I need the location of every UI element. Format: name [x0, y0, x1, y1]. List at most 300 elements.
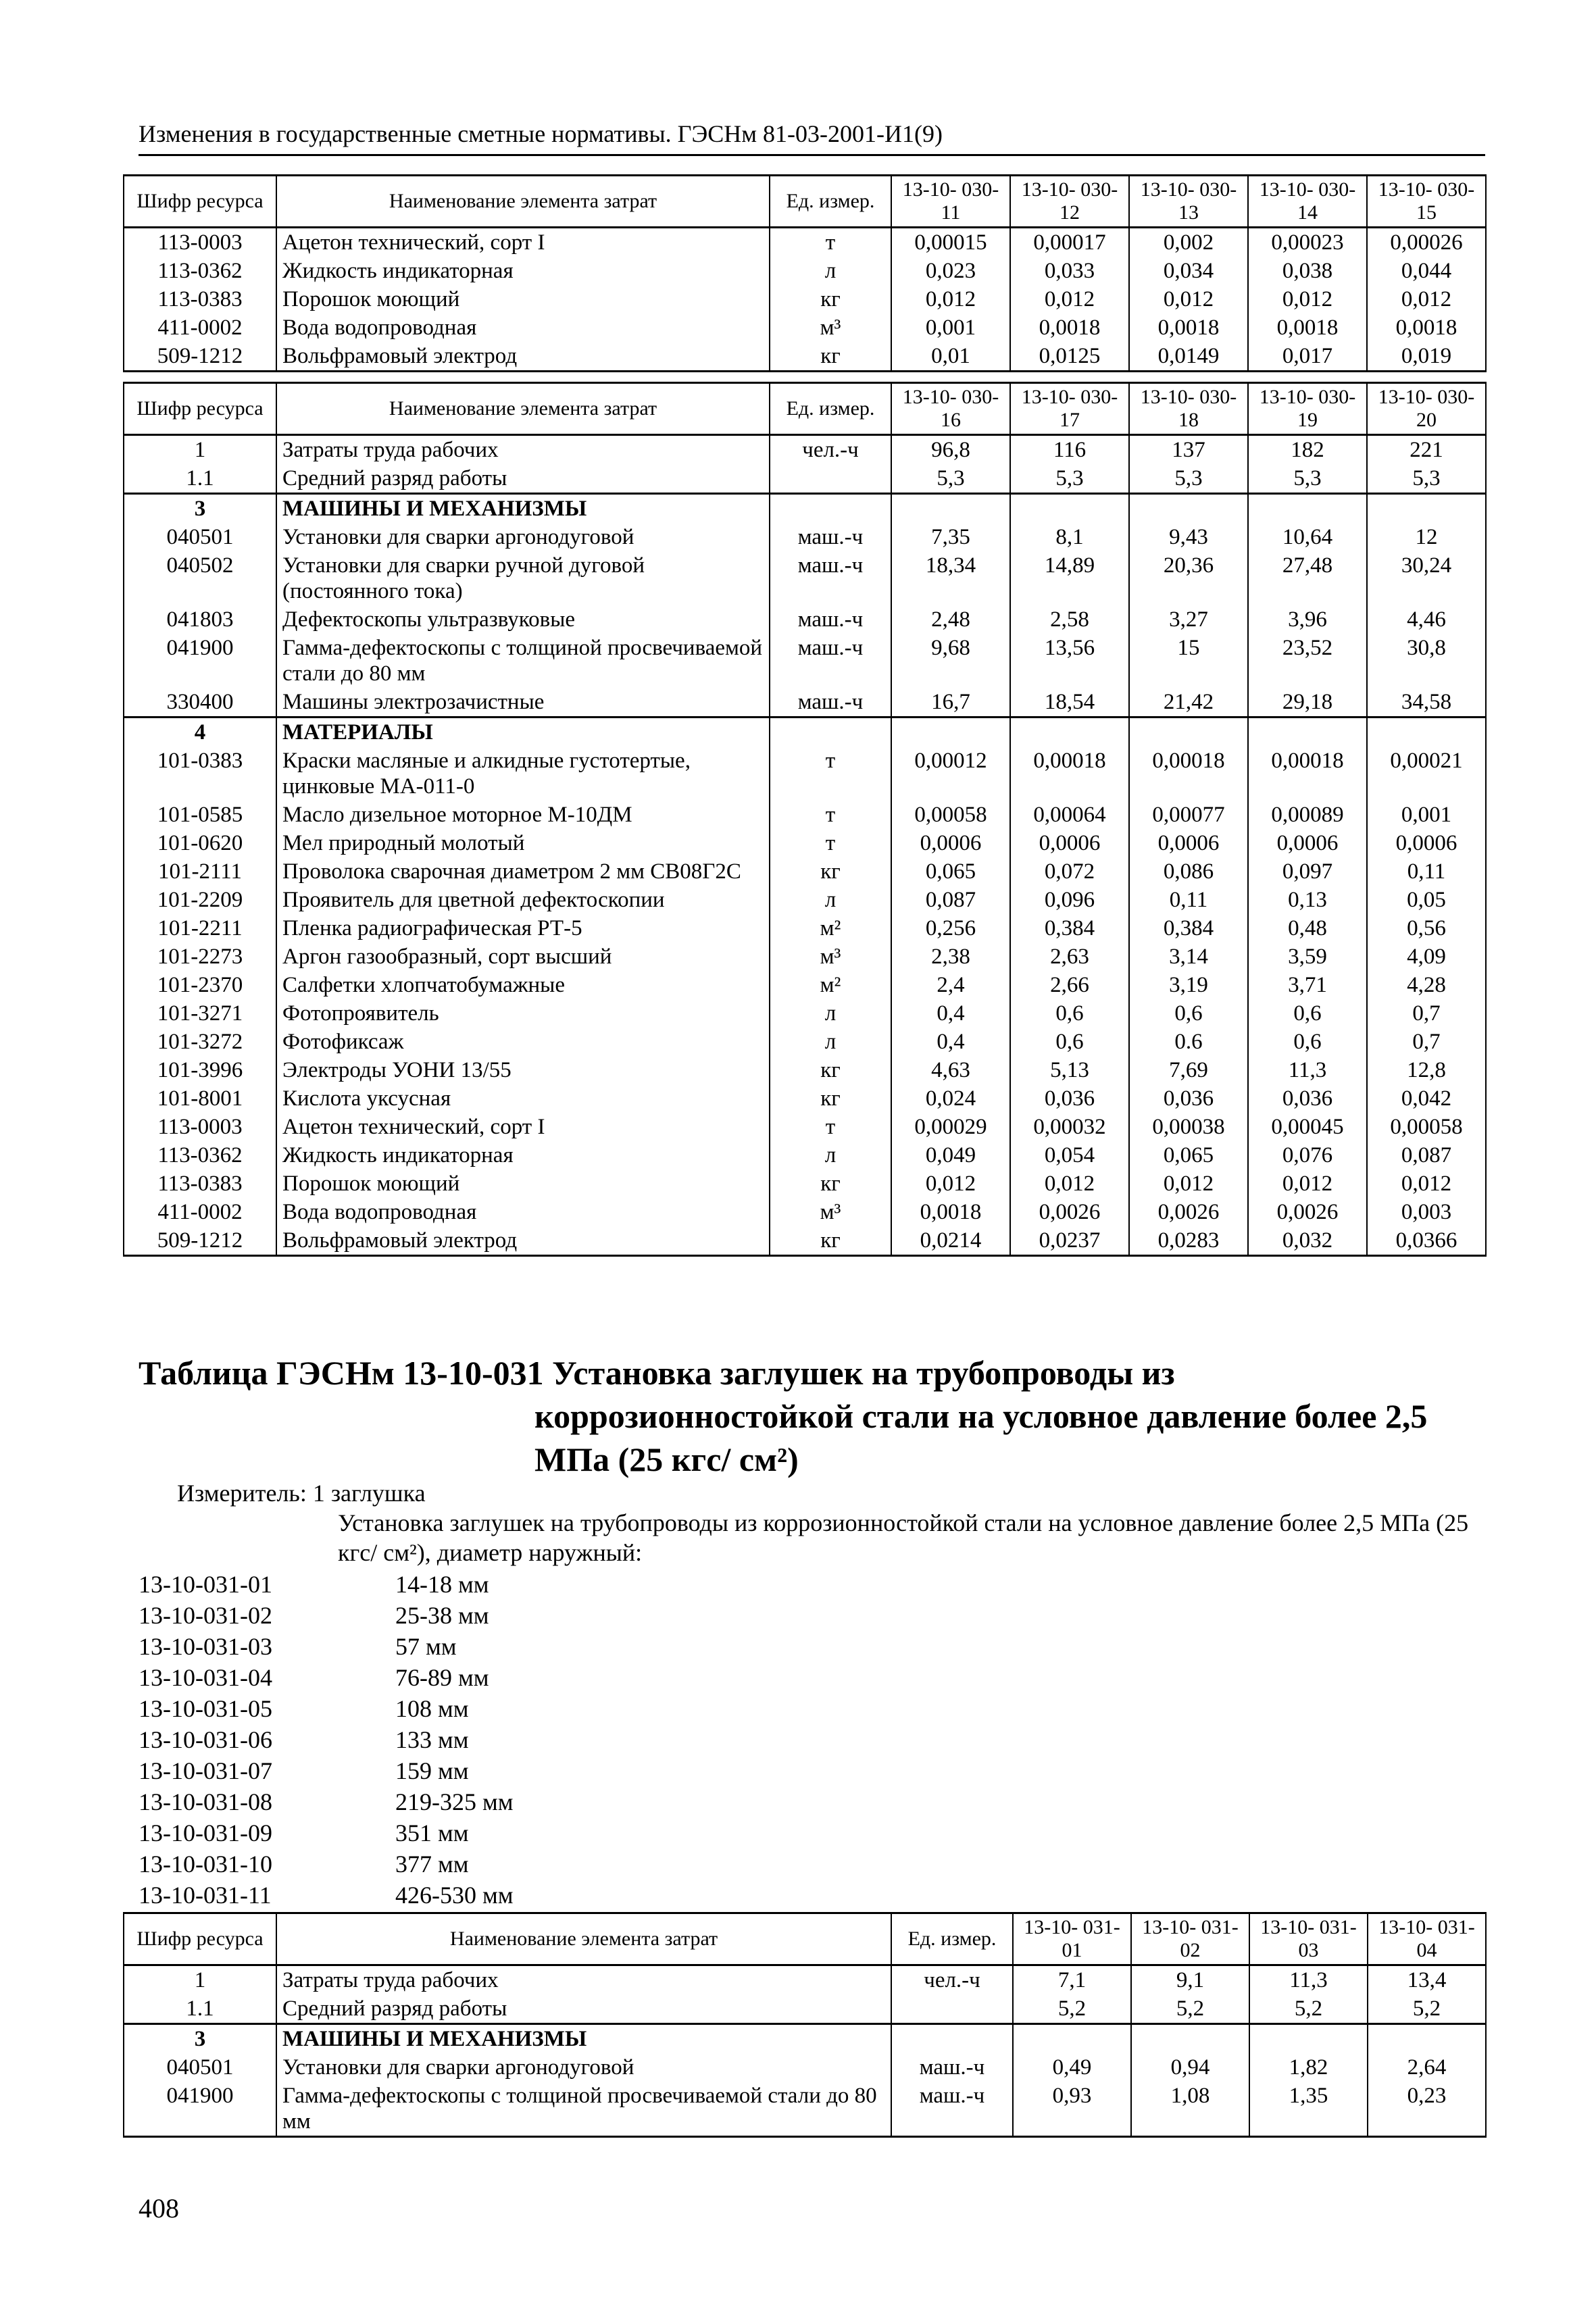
cell-value: 2,66 [1010, 971, 1129, 999]
cell-value: 0,0366 [1367, 1226, 1486, 1256]
cell-name: Дефектоскопы ультразвуковые [276, 605, 770, 634]
cell-name: Вода водопроводная [276, 313, 770, 342]
cell-code: 041900 [124, 2082, 276, 2137]
cell-value: 9,43 [1129, 523, 1248, 551]
cell-value: 0,032 [1248, 1226, 1367, 1256]
cell-value: 0,096 [1010, 886, 1129, 914]
cell-name: Средний разряд работы [276, 1994, 891, 2024]
cell-value: 0,00023 [1248, 228, 1367, 257]
cell-value: 0,003 [1367, 1198, 1486, 1226]
table-row [124, 2024, 1486, 2054]
cell-value: 21,42 [1129, 688, 1248, 718]
cell-value: 13,56 [1010, 634, 1129, 688]
column-header-norm: 13-10- 031-04 [1368, 1913, 1486, 1965]
cell-value: 0,05 [1367, 886, 1486, 914]
cell-unit: маш.-ч [770, 605, 891, 634]
cell-value: 3,14 [1129, 942, 1248, 971]
cell-name: МАТЕРИАЛЫ [276, 718, 770, 747]
cell-value: 0,012 [1010, 285, 1129, 313]
cell-value: 0,012 [1367, 1169, 1486, 1198]
cell-value: 5,3 [1367, 464, 1486, 494]
cell-name: Порошок моющий [276, 285, 770, 313]
cell-value: 0,6 [1248, 999, 1367, 1028]
table-row [124, 857, 1486, 886]
cell-value: 0,049 [891, 1141, 1010, 1169]
cell-value: 0,038 [1248, 257, 1367, 285]
cell-value: 0,019 [1367, 342, 1486, 372]
cell-name: Установки для сварки ручной дуговой (постоянного тока) [276, 551, 770, 605]
cell-value: 2,4 [891, 971, 1010, 999]
cell-value: 0,086 [1129, 857, 1248, 886]
cell-value [1248, 718, 1367, 747]
norm-item-diameter: 377 мм [395, 1851, 469, 1878]
norm-item-code: 13-10-031-03 [139, 1633, 272, 1660]
cell-value: 16,7 [891, 688, 1010, 718]
cell-code: 101-8001 [124, 1084, 276, 1113]
cell-value: 2,38 [891, 942, 1010, 971]
column-header-unit: Ед. измер. [891, 1913, 1013, 1965]
cell-value: 0,012 [1367, 285, 1486, 313]
cell-value: 30,24 [1367, 551, 1486, 605]
table-row [124, 1965, 1486, 1995]
cell-code: 1.1 [124, 464, 276, 494]
cell-value: 0,0018 [1010, 313, 1129, 342]
cell-value: 0,065 [891, 857, 1010, 886]
cell-unit [891, 1994, 1013, 2024]
cell-unit: кг [770, 1056, 891, 1084]
table-row [124, 2053, 1486, 2082]
cell-value: 5,2 [1249, 1994, 1368, 2024]
cell-name: Вольфрамовый электрод [276, 342, 770, 372]
cell-value: 0,072 [1010, 857, 1129, 886]
cell-value: 7,1 [1013, 1965, 1131, 1995]
cell-value: 0,6 [1010, 999, 1129, 1028]
table-row [124, 1198, 1486, 1226]
column-header-norm: 13-10- 031-01 [1013, 1913, 1131, 1965]
table-row [124, 464, 1486, 494]
cell-name: Жидкость индикаторная [276, 257, 770, 285]
cell-name: Проволока сварочная диаметром 2 мм СВ08Г2С [276, 857, 770, 886]
cell-value: 0,0006 [1010, 829, 1129, 857]
column-header-code: Шифр ресурса [124, 176, 276, 228]
table-row [124, 634, 1486, 688]
cell-value: 116 [1010, 435, 1129, 465]
cell-name: Кислота уксусная [276, 1084, 770, 1113]
norm-item-code: 13-10-031-07 [139, 1757, 272, 1784]
cell-value: 3,96 [1248, 605, 1367, 634]
cell-value: 0,384 [1129, 914, 1248, 942]
cell-code: 3 [124, 494, 276, 524]
cell-value: 0,6 [1129, 999, 1248, 1028]
table-row [124, 999, 1486, 1028]
cell-value: 18,34 [891, 551, 1010, 605]
cell-value: 5,3 [1129, 464, 1248, 494]
cell-code: 4 [124, 718, 276, 747]
cell-code: 101-3272 [124, 1028, 276, 1056]
table-row [124, 914, 1486, 942]
cell-unit: м² [770, 914, 891, 942]
cell-value: 0,0125 [1010, 342, 1129, 372]
cell-value [1013, 2024, 1131, 2054]
cell-unit: маш.-ч [891, 2082, 1013, 2137]
cell-unit: л [770, 257, 891, 285]
cell-value: 0,00058 [891, 801, 1010, 829]
cell-unit: кг [770, 285, 891, 313]
cell-unit: л [770, 886, 891, 914]
cell-value: 0,012 [1248, 1169, 1367, 1198]
cell-name: Машины электрозачистные [276, 688, 770, 718]
cell-unit: маш.-ч [891, 2053, 1013, 2082]
table-header-row [124, 383, 1486, 435]
cell-code: 113-0362 [124, 257, 276, 285]
cell-value: 30,8 [1367, 634, 1486, 688]
cell-code: 1 [124, 1965, 276, 1995]
norm-item [139, 1724, 514, 1755]
table-row [124, 523, 1486, 551]
norm-item-diameter: 159 мм [395, 1757, 469, 1784]
norm-item-diameter: 219-325 мм [395, 1788, 514, 1815]
cell-value: 8,1 [1010, 523, 1129, 551]
table-row [124, 747, 1486, 801]
cell-code: 101-3271 [124, 999, 276, 1028]
norm-item-diameter: 76-89 мм [395, 1664, 489, 1691]
cell-value: 0,00015 [891, 228, 1010, 257]
cell-value: 0,7 [1367, 1028, 1486, 1056]
norm-item-diameter: 108 мм [395, 1695, 469, 1722]
cell-value: 0,94 [1131, 2053, 1249, 2082]
cell-code: 113-0383 [124, 1169, 276, 1198]
cell-value: 0,0018 [1248, 313, 1367, 342]
norm-item-code: 13-10-031-08 [139, 1788, 272, 1815]
cell-value: 0,00026 [1367, 228, 1486, 257]
table-title-line: коррозионностойкой стали на условное давление более 2,5 [534, 1397, 1428, 1435]
cell-value: 14,89 [1010, 551, 1129, 605]
norm-item-diameter: 14-18 мм [395, 1571, 489, 1598]
cell-value: 0,087 [891, 886, 1010, 914]
cell-value: 0,012 [891, 1169, 1010, 1198]
cell-value: 0,00018 [1248, 747, 1367, 801]
cell-value: 0,13 [1248, 886, 1367, 914]
table-row [124, 257, 1486, 285]
cell-value: 0,4 [891, 1028, 1010, 1056]
cell-code: 101-2111 [124, 857, 276, 886]
norm-items-list [139, 1569, 514, 1911]
cell-value [891, 718, 1010, 747]
cell-value: 0,00017 [1010, 228, 1129, 257]
cell-unit: м² [770, 971, 891, 999]
cell-value: 9,68 [891, 634, 1010, 688]
cell-name: Вольфрамовый электрод [276, 1226, 770, 1256]
table-title-line: МПа (25 кгс/ см²) [534, 1440, 799, 1478]
cell-value: 0,93 [1013, 2082, 1131, 2137]
column-header-code: Шифр ресурса [124, 1913, 276, 1965]
cell-name: Пленка радиографическая РТ-5 [276, 914, 770, 942]
cell-value: 0,033 [1010, 257, 1129, 285]
table-row [124, 313, 1486, 342]
column-header-norm: 13-10- 030-14 [1248, 176, 1367, 228]
table-row [124, 688, 1486, 718]
cell-value: 3,71 [1248, 971, 1367, 999]
column-header-name: Наименование элемента затрат [276, 176, 770, 228]
cell-unit: кг [770, 342, 891, 372]
cell-value: 0,11 [1367, 857, 1486, 886]
table-row [124, 1169, 1486, 1198]
cell-code: 101-2370 [124, 971, 276, 999]
cell-unit: маш.-ч [770, 551, 891, 605]
cell-value: 0,087 [1367, 1141, 1486, 1169]
cell-unit [770, 718, 891, 747]
cell-unit: л [770, 1141, 891, 1169]
cell-value [1010, 718, 1129, 747]
cell-value [1367, 718, 1486, 747]
cell-value: 11,3 [1248, 1056, 1367, 1084]
cell-unit [891, 2024, 1013, 2054]
norm-item [139, 1848, 514, 1880]
cell-value: 0,036 [1129, 1084, 1248, 1113]
table-row [124, 1994, 1486, 2024]
cell-name: Аргон газообразный, сорт высший [276, 942, 770, 971]
cell-name: Вода водопроводная [276, 1198, 770, 1226]
cell-name: Средний разряд работы [276, 464, 770, 494]
running-header: Изменения в государственные сметные нормативы. ГЭСНм 81-03-2001-И1(9) [139, 119, 1485, 156]
cell-value: 0,00038 [1129, 1113, 1248, 1141]
cell-unit: маш.-ч [770, 688, 891, 718]
column-header-unit: Ед. измер. [770, 176, 891, 228]
table-row [124, 1084, 1486, 1113]
cell-value: 7,35 [891, 523, 1010, 551]
table-row [124, 942, 1486, 971]
cell-value: 3,59 [1248, 942, 1367, 971]
cell-value: 1,08 [1131, 2082, 1249, 2137]
table-row [124, 886, 1486, 914]
table-row [124, 1141, 1486, 1169]
cell-value: 0,00045 [1248, 1113, 1367, 1141]
cell-code: 040501 [124, 523, 276, 551]
cell-name: Порошок моющий [276, 1169, 770, 1198]
cell-code: 101-0620 [124, 829, 276, 857]
cell-value: 0,054 [1010, 1141, 1129, 1169]
cell-code: 101-2211 [124, 914, 276, 942]
cell-code: 101-0383 [124, 747, 276, 801]
cell-value: 2,64 [1368, 2053, 1486, 2082]
cell-name: Мел природный молотый [276, 829, 770, 857]
cell-value: 96,8 [891, 435, 1010, 465]
cell-code: 113-0003 [124, 1113, 276, 1141]
work-description: Установка заглушек на трубопроводы из коррозионностойкой стали на условное давление более 2,5 МПа (25 кгс/ см²), диаметр наружный: [338, 1509, 1469, 1566]
cell-unit: маш.-ч [770, 523, 891, 551]
cell-value: 0,036 [1248, 1084, 1367, 1113]
cell-value: 0,042 [1367, 1084, 1486, 1113]
cell-value: 0,012 [1248, 285, 1367, 313]
cell-value [1248, 494, 1367, 524]
cell-value: 12,8 [1367, 1056, 1486, 1084]
column-header-norm: 13-10- 030-11 [891, 176, 1010, 228]
norm-item-diameter: 133 мм [395, 1726, 469, 1753]
cell-value: 0,384 [1010, 914, 1129, 942]
cell-unit: л [770, 999, 891, 1028]
cell-unit: маш.-ч [770, 634, 891, 688]
cell-value: 0,0214 [891, 1226, 1010, 1256]
norm-item [139, 1600, 514, 1631]
cell-value: 0,00058 [1367, 1113, 1486, 1141]
column-header-norm: 13-10- 030-12 [1010, 176, 1129, 228]
cell-value: 3,19 [1129, 971, 1248, 999]
cell-code: 041900 [124, 634, 276, 688]
cell-value: 0,7 [1367, 999, 1486, 1028]
cell-value: 0,6 [1010, 1028, 1129, 1056]
resource-table-030-11-15 [123, 174, 1487, 372]
norm-item [139, 1693, 514, 1724]
cell-value: 4,09 [1367, 942, 1486, 971]
cell-code: 1.1 [124, 1994, 276, 2024]
norm-item-code: 13-10-031-02 [139, 1602, 272, 1629]
cell-value: 0,0018 [1367, 313, 1486, 342]
cell-value: 0,097 [1248, 857, 1367, 886]
cell-code: 3 [124, 2024, 276, 2054]
cell-value: 5,3 [1010, 464, 1129, 494]
table-row [124, 801, 1486, 829]
cell-value: 182 [1248, 435, 1367, 465]
cell-value: 0,49 [1013, 2053, 1131, 2082]
table-row [124, 718, 1486, 747]
cell-value [1131, 2024, 1249, 2054]
cell-value: 0,00089 [1248, 801, 1367, 829]
cell-value: 0,00029 [891, 1113, 1010, 1141]
cell-value: 0,00064 [1010, 801, 1129, 829]
cell-name: Жидкость индикаторная [276, 1141, 770, 1169]
table-row [124, 2082, 1486, 2137]
cell-name: Электроды УОНИ 13/55 [276, 1056, 770, 1084]
norm-item [139, 1817, 514, 1848]
table-title [139, 1351, 1485, 1481]
cell-unit: кг [770, 1169, 891, 1198]
cell-value: 0,002 [1129, 228, 1248, 257]
cell-value: 13,4 [1368, 1965, 1486, 1995]
cell-value: 18,54 [1010, 688, 1129, 718]
cell-value: 0,0283 [1129, 1226, 1248, 1256]
cell-value: 0,024 [891, 1084, 1010, 1113]
cell-code: 113-0003 [124, 228, 276, 257]
cell-value: 0,044 [1367, 257, 1486, 285]
cell-value: 1,35 [1249, 2082, 1368, 2137]
cell-value: 4,46 [1367, 605, 1486, 634]
cell-name: Гамма-дефектоскопы с толщиной просвечиваемой стали до 80 мм [276, 634, 770, 688]
cell-name: Салфетки хлопчатобумажные [276, 971, 770, 999]
cell-unit: кг [770, 1226, 891, 1256]
cell-name: МАШИНЫ И МЕХАНИЗМЫ [276, 2024, 891, 2054]
table-row [124, 435, 1486, 465]
cell-value: 5,3 [1248, 464, 1367, 494]
cell-unit: м³ [770, 1198, 891, 1226]
norm-item-code: 13-10-031-11 [139, 1882, 272, 1909]
norm-item-code: 13-10-031-05 [139, 1695, 272, 1722]
column-header-norm: 13-10- 031-03 [1249, 1913, 1368, 1965]
cell-value: 0,0018 [1129, 313, 1248, 342]
measure-unit: Измеритель: 1 заглушка [177, 1480, 426, 1507]
cell-unit: т [770, 829, 891, 857]
cell-unit: чел.-ч [770, 435, 891, 465]
cell-value: 15 [1129, 634, 1248, 688]
cell-value: 1,82 [1249, 2053, 1368, 2082]
cell-value: 20,36 [1129, 551, 1248, 605]
cell-unit: л [770, 1028, 891, 1056]
column-header-norm: 13-10- 030-19 [1248, 383, 1367, 435]
cell-code: 509-1212 [124, 1226, 276, 1256]
cell-value: 0,23 [1368, 2082, 1486, 2137]
cell-value: 0,4 [891, 999, 1010, 1028]
table-row [124, 829, 1486, 857]
norm-item [139, 1880, 514, 1911]
cell-unit: т [770, 228, 891, 257]
cell-value: 0,00012 [891, 747, 1010, 801]
cell-unit: м³ [770, 313, 891, 342]
cell-name: Фотофиксаж [276, 1028, 770, 1056]
cell-unit: чел.-ч [891, 1965, 1013, 1995]
cell-code: 101-3996 [124, 1056, 276, 1084]
cell-value: 10,64 [1248, 523, 1367, 551]
cell-value: 12 [1367, 523, 1486, 551]
cell-code: 1 [124, 435, 276, 465]
cell-value: 0,56 [1367, 914, 1486, 942]
cell-value: 0,00018 [1129, 747, 1248, 801]
cell-value: 0,0237 [1010, 1226, 1129, 1256]
cell-unit: кг [770, 857, 891, 886]
cell-name: Ацетон технический, сорт I [276, 1113, 770, 1141]
cell-name: Затраты труда рабочих [276, 1965, 891, 1995]
cell-value: 0,017 [1248, 342, 1367, 372]
norm-item-diameter: 426-530 мм [395, 1882, 514, 1909]
norm-item-diameter: 57 мм [395, 1633, 457, 1660]
column-header-code: Шифр ресурса [124, 383, 276, 435]
cell-code: 040501 [124, 2053, 276, 2082]
column-header-name: Наименование элемента затрат [276, 383, 770, 435]
cell-value: 9,1 [1131, 1965, 1249, 1995]
norm-item-code: 13-10-031-10 [139, 1851, 272, 1878]
cell-value: 4,63 [891, 1056, 1010, 1084]
cell-value: 0,012 [1010, 1169, 1129, 1198]
cell-value: 0,076 [1248, 1141, 1367, 1169]
table-header-row [124, 1913, 1486, 1965]
cell-name: Краски масляные и алкидные густотертые, цинковые МА-011-0 [276, 747, 770, 801]
cell-value: 0,0026 [1010, 1198, 1129, 1226]
column-header-norm: 13-10- 030-13 [1129, 176, 1248, 228]
cell-value: 5,2 [1131, 1994, 1249, 2024]
cell-value: 0,11 [1129, 886, 1248, 914]
cell-name: Масло дизельное моторное М-10ДМ [276, 801, 770, 829]
cell-name: Затраты труда рабочих [276, 435, 770, 465]
cell-value: 2,48 [891, 605, 1010, 634]
cell-value: 0,0006 [1129, 829, 1248, 857]
cell-code: 509-1212 [124, 342, 276, 372]
cell-value [1010, 494, 1129, 524]
cell-value: 0,065 [1129, 1141, 1248, 1169]
table-row [124, 342, 1486, 372]
norm-item-code: 13-10-031-09 [139, 1819, 272, 1846]
cell-value: 2,63 [1010, 942, 1129, 971]
cell-value: 3,27 [1129, 605, 1248, 634]
cell-value: 11,3 [1249, 1965, 1368, 1995]
cell-unit: т [770, 801, 891, 829]
cell-value: 0,00018 [1010, 747, 1129, 801]
table-title-line: Таблица ГЭСНм 13-10-031 Установка заглушек на трубопроводы из [139, 1354, 1175, 1392]
resource-table-030-16-20 [123, 382, 1487, 1257]
cell-value: 0,256 [891, 914, 1010, 942]
cell-value: 2,58 [1010, 605, 1129, 634]
norm-item-code: 13-10-031-01 [139, 1571, 272, 1598]
cell-value: 0.6 [1129, 1028, 1248, 1056]
cell-value: 0,0006 [1248, 829, 1367, 857]
norm-item-diameter: 25-38 мм [395, 1602, 489, 1629]
